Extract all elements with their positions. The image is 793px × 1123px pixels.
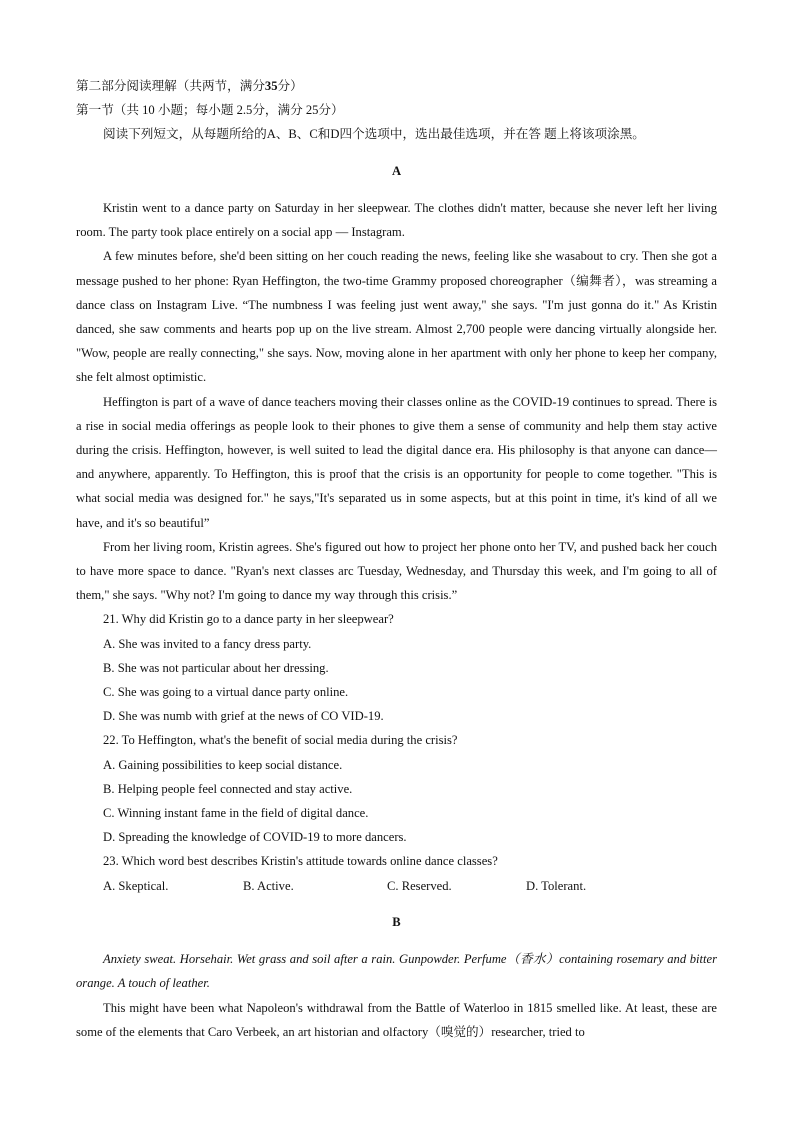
answer-option[interactable]: C. Winning instant fame in the field of digital dance. xyxy=(103,806,369,821)
question-stem: 22. To Heffington, what's the benefit of social media during the crisis? xyxy=(103,733,458,748)
answer-option[interactable]: B. Helping people feel connected and stay active. xyxy=(103,781,353,796)
answer-option[interactable]: B. She was not particular about her dressing. xyxy=(103,660,329,675)
answer-options-row xyxy=(76,874,717,898)
answer-option[interactable]: A. Gaining possibilities to keep social distance. xyxy=(103,757,343,772)
section-title: 第一节（共 10 小题；每小题 2.5分，满分 25分） xyxy=(76,103,344,118)
instructions: 阅读下列短文，从每题所给的A、B、C和D四个选项中，选出最佳选项，并在答 题上将该项涂黑。 xyxy=(103,127,645,142)
answer-option[interactable]: B. Active. xyxy=(243,878,294,893)
passage-a-paragraph: Kristin went to a dance party on Saturday in her sleepwear. The clothes didn't matter, because she never left her living room. The party took place entirely on a social app — Instagram. xyxy=(76,201,717,240)
part-title xyxy=(76,74,717,98)
answer-option[interactable]: A. She was invited to a fancy dress party. xyxy=(103,636,312,651)
passage-a-paragraph: Heffington is part of a wave of dance teachers moving their classes online as the COVID-19 continues to spread. There is a rise in social media offerings as people look to their phones to give them a sense of community and help them stay active during the crisis. Heffington, however, is well suited to lead the digital dance era. His philosophy is that anyone can dance—and anywhere, apparently. To Heffington, this is proof that the crisis is an opportunity for people to come together. "This is what social media was designed for." he says,"It's separated us in some aspects, but at this point in time, it's kind of all we have, and it's so beautiful” xyxy=(76,394,717,530)
answer-option[interactable]: C. Reserved. xyxy=(387,878,452,893)
passage-a-paragraph: From her living room, Kristin agrees. She's figured out how to project her phone onto her TV, and pushed back her couch to have more space to dance. "Ryan's next classes arc Tuesday, Wednesday, and Thursday this week, and I'm going to all of them," she says. "Why not? I'm going to dance my way through this crisis.” xyxy=(76,539,717,603)
question-21 xyxy=(76,607,717,728)
part-title-suffix: 分） xyxy=(277,79,303,93)
answer-option[interactable]: D. She was numb with grief at the news of CO VID-19. xyxy=(103,709,384,724)
passage-a-paragraph: A few minutes before, she'd been sitting on her couch reading the news, feeling like she wasabout to cry. Then she got a message pushed to her phone: Ryan Heffington, the two-time Grammy proposed choreographer（编舞者），was streaming a dance class on Instagram Live. “The numbness I was feeling just went away," she says. "I'm just gonna do it." As Kristin danced, she saw comments and hearts pop up on the live stream. Almost 2,700 people were dancing virtually alongside her. "Wow, people are really connecting," she says. Now, moving alone in her apartment with only her phone to keep her company, she felt almost optimistic. xyxy=(76,249,717,385)
answer-option[interactable]: D. Spreading the knowledge of COVID-19 to more dancers. xyxy=(103,830,407,845)
part-title-text: 第二部分阅读理解（共两节，满分 xyxy=(76,79,265,93)
answer-option[interactable]: D. Tolerant. xyxy=(526,878,587,893)
answer-option[interactable]: A. Skeptical. xyxy=(103,878,169,893)
passage-a-label: A xyxy=(391,164,402,179)
question-stem: 23. Which word best describes Kristin's attitude towards online dance classes? xyxy=(103,854,498,869)
passage-b-paragraph: This might have been what Napoleon's withdrawal from the Battle of Waterloo in 1815 smelled like. At least, these are some of the elements that Caro Verbeek, an art historian and olfactory（嗅觉的）researcher, tried to xyxy=(76,1000,717,1039)
passage-b-paragraph: Anxiety sweat. Horsehair. Wet grass and soil after a rain. Gunpowder. Perfume（香水）containing rosemary and bitter orange. A touch of leather. xyxy=(76,952,717,991)
answer-option[interactable]: C. She was going to a virtual dance party online. xyxy=(103,685,349,700)
question-stem: 21. Why did Kristin go to a dance party in her sleepwear? xyxy=(103,612,394,627)
question-22 xyxy=(76,728,717,849)
passage-b-label: B xyxy=(392,915,401,930)
part-title-score: 35 xyxy=(264,79,278,93)
question-23 xyxy=(76,849,717,897)
